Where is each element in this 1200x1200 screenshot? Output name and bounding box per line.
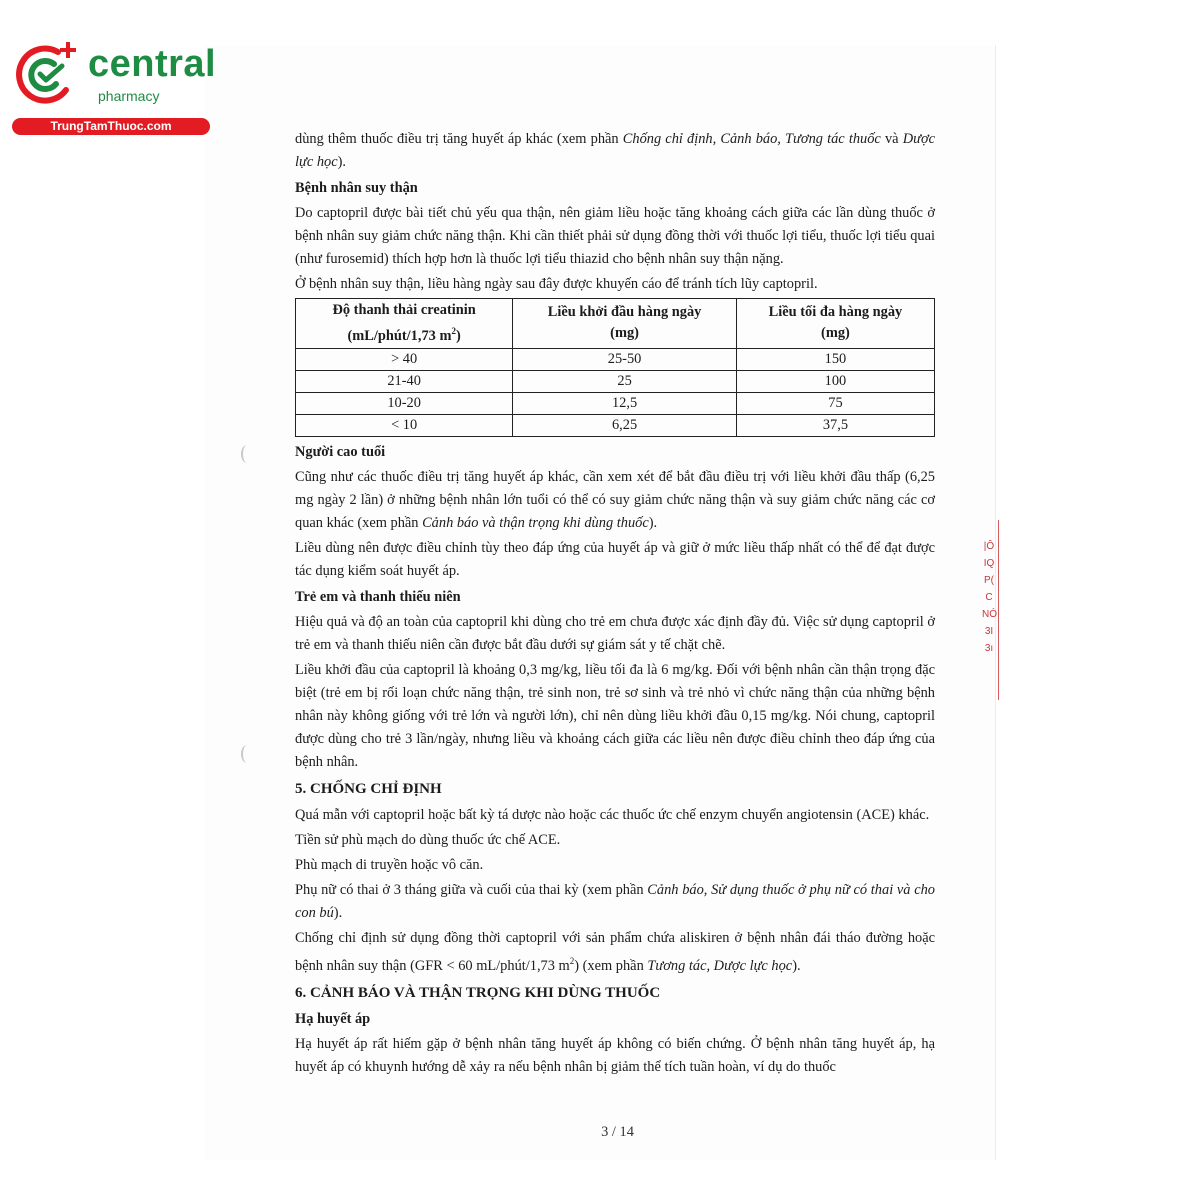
brand-url-badge[interactable]: TrungTamThuoc.com — [12, 118, 210, 135]
table-cell: 37,5 — [736, 414, 934, 436]
table-cell: 21-40 — [296, 370, 513, 392]
renal-heading: Bệnh nhân suy thận — [295, 180, 418, 196]
intro-paragraph: dùng thêm thuốc điều trị tăng huyết áp khác (xem phần Chống chỉ định, Cảnh báo, Tương tác thuốc và Dược lực học). — [295, 131, 936, 170]
column-header-clearance: Độ thanh thải creatinin (mL/phút/1,73 $m^2$) — [296, 299, 513, 349]
brand-subtitle: pharmacy — [98, 88, 160, 104]
stamp-text: P( — [984, 575, 994, 586]
contraindication-item: Quá mẫn với captopril hoặc bất kỳ tá dược nào hoặc các thuốc ức chế enzym chuyển angiotensin (ACE) khác. — [295, 806, 930, 823]
children-paragraph: Hiệu quả và độ an toàn của captopril khi dùng cho trẻ em chưa được xác định đầy đủ. Việc sử dụng captopril ở trẻ em và thanh thiếu niên cần được bắt đầu dưới sự giám sát y tế chặt chẽ. — [295, 613, 935, 653]
renal-paragraph: Do captopril được bài tiết chủ yếu qua thận, nên giảm liều hoặc tăng khoảng cách giữa các lần dùng thuốc ở bệnh nhân suy giảm chức năng thận. Khi cần thiết phải sử dụng đồng thời với thuốc lợi tiểu, thuốc lợi tiểu quai (như furosemid) thích hợp hơn là thuốc lợi tiểu thiazid cho bệnh nhân suy thận nặng. — [295, 205, 935, 267]
stamp-text: |Ô — [983, 541, 995, 552]
table-cell: < 10 — [296, 414, 513, 436]
table-cell: 150 — [736, 348, 934, 370]
renal-table-intro: Ở bệnh nhân suy thận, liều hàng ngày sau đây được khuyến cáo để tránh tích lũy captopril. — [295, 276, 818, 292]
column-header-start-dose: Liều khởi đầu hàng ngày (mg) — [513, 299, 737, 349]
column-header-max-dose: Liều tối đa hàng ngày (mg) — [736, 299, 934, 349]
renal-dosing-table — [295, 298, 935, 437]
table-cell: 12,5 — [513, 392, 737, 414]
table-cell: 6,25 — [513, 414, 737, 436]
hypotension-paragraph: Hạ huyết áp rất hiếm gặp ở bệnh nhân tăng huyết áp không có biến chứng. Ở bệnh nhân tăng huyết áp, hạ huyết áp có khuynh hướng dễ xảy ra nếu bệnh nhân bị giảm thể tích tuần hoàn, ví dụ do thuốc — [295, 1035, 935, 1075]
contraindication-item: Chống chỉ định sử dụng đồng thời captopril với sản phẩm chứa aliskiren ở bệnh nhân đái tháo đường hoặc bệnh nhân suy thận (GFR < 60 mL/phút/1,73 $m^2$) (xem phần Tương tác, Dược lực học). — [295, 929, 935, 974]
table-row — [296, 392, 935, 414]
brand-logo[interactable] — [10, 38, 215, 138]
table-cell: 100 — [736, 370, 934, 392]
stamp-text: IQ — [983, 558, 995, 569]
stamp-fragment — [982, 538, 996, 657]
stamp-text: 3ı — [984, 643, 994, 654]
table-cell: > 40 — [296, 348, 513, 370]
table-cell: 25 — [513, 370, 737, 392]
table-row — [296, 370, 935, 392]
stamp-text: NÓ — [982, 609, 997, 620]
hypotension-heading: Hạ huyết áp — [295, 1010, 371, 1027]
page-number: 3 / 14 — [601, 1124, 634, 1140]
elderly-paragraph: Cũng như các thuốc điều trị tăng huyết áp khác, cần xem xét để bắt đầu điều trị với liều khởi đầu thấp (6,25 mg ngày 2 lần) ở những bệnh nhân lớn tuổi có thể có suy giảm chức năng thận và suy giảm chức năng các cơ quan khác (xem phần Cảnh báo và thận trọng khi dùng thuốc). — [295, 468, 935, 531]
punch-hole-mark — [241, 445, 253, 463]
elderly-dose-paragraph: Liều dùng nên được điều chỉnh tùy theo đáp ứng của huyết áp và giữ ở mức liều thấp nhất có thể để đạt được tác dụng kiểm soát huyết áp. — [295, 539, 935, 579]
table-cell: 75 — [736, 392, 934, 414]
contraindication-item: Phụ nữ có thai ở 3 tháng giữa và cuối của thai kỳ (xem phần Cảnh báo, Sử dụng thuốc ở phụ nữ có thai và cho con bú). — [295, 881, 935, 921]
contraindication-item: Phù mạch di truyền hoặc vô căn. — [295, 856, 484, 873]
table-row — [296, 414, 935, 436]
table-cell: 10-20 — [296, 392, 513, 414]
brand-name: central — [88, 43, 217, 85]
elderly-heading: Người cao tuổi — [295, 443, 386, 460]
contraindications-heading: 5. CHỐNG CHỈ ĐỊNH — [295, 780, 442, 797]
punch-hole-mark — [241, 745, 253, 763]
warnings-heading: 6. CẢNH BÁO VÀ THẬN TRỌNG KHI DÙNG THUỐC — [295, 984, 661, 1001]
table-cell: 25-50 — [513, 348, 737, 370]
table-header-row — [296, 299, 935, 349]
children-heading: Trẻ em và thanh thiếu niên — [295, 588, 461, 605]
children-dose-paragraph: Liều khởi đầu của captopril là khoảng 0,3 mg/kg, liều tối đa là 6 mg/kg. Đối với bệnh nhân cần thận trọng đặc biệt (trẻ em bị rối loạn chức năng thận, trẻ sinh non, trẻ sơ sinh và trẻ nhỏ vì chức năng thận của những bệnh nhân này không giống với trẻ lớn và người lớn), chỉ nên dùng liều khởi đầu 0,15 mg/kg. Nói chung, captopril được dùng cho trẻ 3 lần/ngày, nhưng liều và khoảng cách giữa các liều nên được điều chỉnh theo đáp ứng của bệnh nhân. — [295, 661, 935, 770]
stamp-text: C — [985, 592, 993, 603]
document-content — [295, 128, 935, 1081]
stamp-text: 3I — [984, 626, 994, 637]
contraindication-item: Tiền sử phù mạch do dùng thuốc ức chế ACE. — [295, 831, 561, 848]
central-pharmacy-logo-icon — [10, 38, 82, 110]
stamp-border — [998, 520, 999, 700]
table-row — [296, 348, 935, 370]
